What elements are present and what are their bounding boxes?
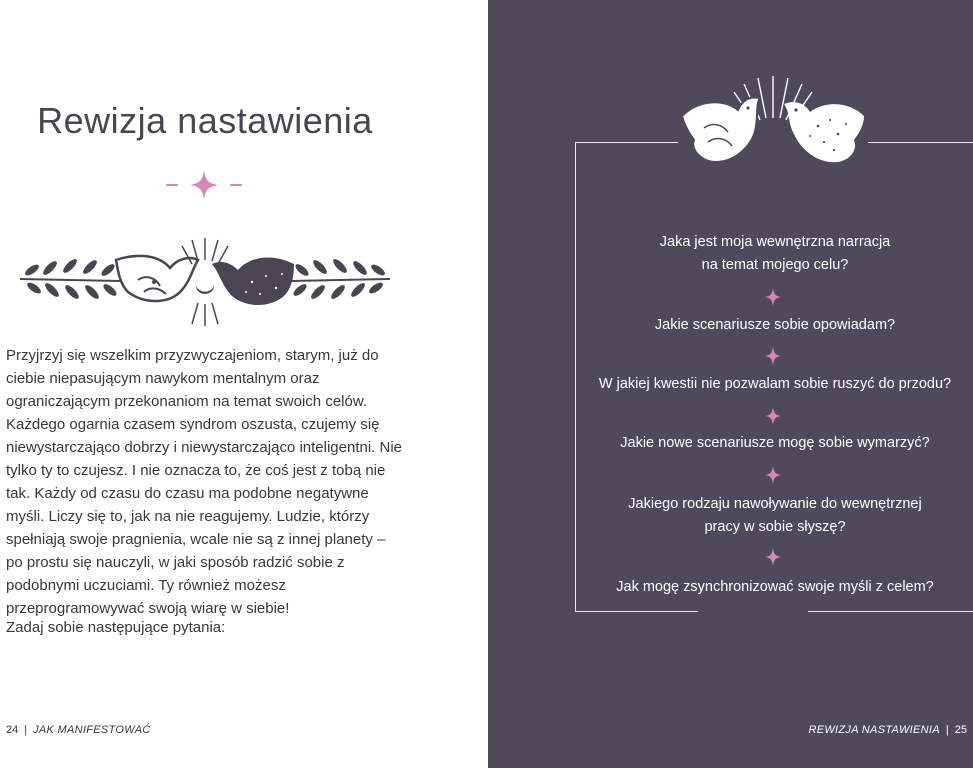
- footer-separator: |: [945, 724, 949, 736]
- footer-separator: |: [24, 724, 28, 736]
- chapter-title: Rewizja nastawienia: [37, 100, 373, 141]
- body-paragraph: Przyjrzyj się wszelkim przyzwyczajeniom, starym, już do ciebie niepasującym nawykom mentalnym oraz ograniczającym przekonaniom na temat swoich celów. Każdego ogarnia czasem syndrom oszusta, czujemy się niewystarczająco dobrzy i niewystarczająco inteligentni. Nie tylko ty to czujesz. I nie oznacza to, że coś jest z tobą nie tak. Każdy od czasu do czasu ma podobne negatywne myśli. Liczy się to, jak na nie reagujemy. Ludzie, którzy spełniają swoje pragnienia, wcale nie są z innej planety – po prostu się nauczyli, w jaki sposób radzić sobie z podobnymi uczuciami. Ty również możesz przeprogramowywać swoją wiarę w siebie!: [6, 347, 403, 617]
- star-icon: [765, 347, 781, 365]
- right-footer: [808, 724, 967, 736]
- dove-floral-illustration: [20, 230, 390, 330]
- star-icon: [765, 548, 781, 566]
- question-4: Jakie nowe scenariusze mogę sobie wymarzyć?: [620, 435, 930, 451]
- right-page: [488, 0, 973, 768]
- page-number: 24: [6, 724, 19, 736]
- star-icon: [765, 407, 781, 425]
- left-footer: [6, 724, 151, 736]
- star-icon: [765, 288, 781, 306]
- chapter-running-head: REWIZJA NASTAWIENIA: [808, 724, 940, 736]
- doves-sunburst-illustration: [678, 70, 868, 174]
- question-2: Jakie scenariusze sobie opowiadam?: [654, 317, 896, 333]
- frame-gap: [698, 608, 808, 616]
- prompt-paragraph: Zadaj sobie następujące pytania:: [6, 619, 226, 636]
- question-3: W jakiej kwestii nie pozwalam sobie ruszyć do przodu?: [598, 376, 952, 392]
- question-1: Jaka jest moja wewnętrzna narracja na temat mojego celu?: [659, 234, 891, 273]
- book-title: JAK MANIFESTOWAĆ: [33, 724, 151, 736]
- page-number: 25: [954, 724, 967, 736]
- question-6: Jak mogę zsynchronizować swoje myśli z celem?: [616, 579, 934, 595]
- star-icon: [765, 466, 781, 484]
- question-5: Jakiego rodzaju nawoływanie do wewnętrznej pracy w sobie słyszę?: [628, 496, 922, 535]
- sparkle-ornament-icon: [160, 168, 250, 202]
